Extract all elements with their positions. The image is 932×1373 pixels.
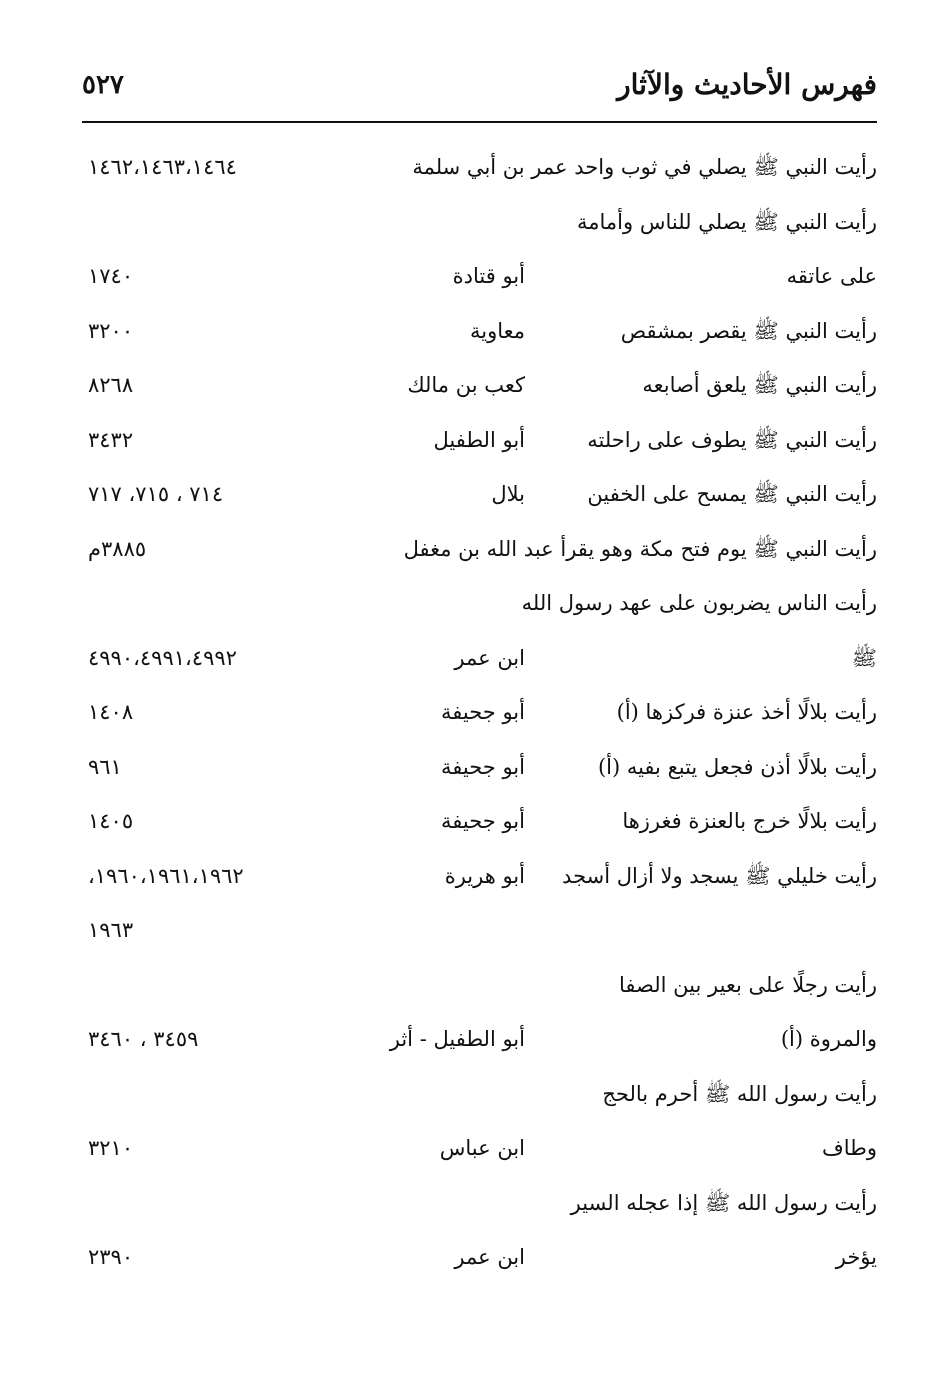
reference-numbers: ١٤٠٥ xyxy=(88,809,134,833)
hadith-text: رأيت النبي ﷺ يصلي للناس وأمامة xyxy=(577,209,877,234)
index-row xyxy=(82,413,877,468)
reference-numbers: ٣٢٠٠ xyxy=(88,318,134,343)
index-row xyxy=(82,903,877,958)
page-number: ٥٢٧ xyxy=(82,70,124,100)
reference-numbers: ١٤٦٢،١٤٦٣،١٤٦٤ xyxy=(88,155,237,179)
index-row xyxy=(82,467,877,522)
narrator: بلال xyxy=(491,482,525,506)
index-row xyxy=(82,1121,877,1176)
hadith-text: رأيت بلالًا أخذ عنزة فركزها (أ) xyxy=(616,700,877,724)
reference-numbers: ١٤٠٨ xyxy=(88,700,134,724)
index-row xyxy=(82,358,877,413)
reference-numbers: ٣٤٥٩ ، ٣٤٦٠ xyxy=(88,1027,199,1051)
page-title: فهرس الأحاديث والآثار xyxy=(617,68,877,101)
index-row xyxy=(82,1230,877,1285)
reference-numbers: ٩٦١ xyxy=(88,754,122,779)
hadith-text: رأيت بلالًا خرج بالعنزة فغرزها xyxy=(622,809,877,833)
index-row xyxy=(82,958,877,1013)
index-row xyxy=(82,195,877,250)
index-row xyxy=(82,685,877,740)
index-entries xyxy=(82,140,877,1285)
hadith-text: رأيت رجلًا على بعير بين الصفا xyxy=(619,972,877,997)
narrator: أبو هريرة xyxy=(444,863,525,888)
narrator: أبو جحيفة xyxy=(441,700,525,724)
reference-numbers: ٧١٤ ، ٧١٥، ٧١٧ xyxy=(88,482,224,506)
hadith-text: رأيت خليلي ﷺ يسجد ولا أزال أسجد xyxy=(562,863,877,888)
narrator: أبو قتادة xyxy=(452,264,525,288)
index-row xyxy=(82,522,877,577)
reference-numbers: ٨٢٦٨ xyxy=(88,373,134,397)
index-row xyxy=(82,740,877,795)
narrator: ابن عباس xyxy=(439,1136,525,1160)
reference-numbers: ١٩٦٠،١٩٦١،١٩٦٢، xyxy=(88,863,244,888)
index-row xyxy=(82,631,877,686)
narrator: أبو الطفيل xyxy=(433,427,525,452)
reference-numbers: ١٩٦٣ xyxy=(88,918,134,942)
hadith-text: يؤخر xyxy=(835,1245,877,1269)
index-row xyxy=(82,304,877,359)
hadith-text: رأيت الناس يضربون على عهد رسول الله xyxy=(521,591,877,615)
narrator: كعب بن مالك xyxy=(407,373,525,397)
hadith-text: رأيت النبي ﷺ يوم فتح مكة وهو يقرأ عبد الله بن مغفل xyxy=(403,536,877,561)
index-row xyxy=(82,576,877,631)
narrator: معاوية xyxy=(469,318,525,343)
index-row xyxy=(82,849,877,904)
reference-numbers: ٣٤٣٢ xyxy=(88,427,134,452)
hadith-text: رأيت النبي ﷺ يمسح على الخفين xyxy=(587,482,877,506)
hadith-text: وطاف xyxy=(821,1136,877,1160)
index-row xyxy=(82,1012,877,1067)
hadith-text: رأيت النبي ﷺ يطوف على راحلته xyxy=(587,427,877,452)
narrator: أبو الطفيل - أثر xyxy=(389,1027,525,1051)
reference-numbers: ١٧٤٠ xyxy=(88,264,134,288)
hadith-text: على عاتقه xyxy=(786,264,877,288)
reference-numbers: ٣٨٨٥م xyxy=(88,536,147,561)
hadith-text: والمروة (أ) xyxy=(780,1027,877,1051)
header-divider xyxy=(82,121,877,123)
hadith-text: رأيت النبي ﷺ يلعق أصابعه xyxy=(642,373,877,397)
index-row xyxy=(82,1067,877,1122)
hadith-text: رأيت بلالًا أذن فجعل يتبع بفيه (أ) xyxy=(597,754,877,779)
narrator: أبو جحيفة xyxy=(441,809,525,833)
index-row xyxy=(82,794,877,849)
hadith-text: رأيت النبي ﷺ يصلي في ثوب واحد عمر بن أبي سلمة xyxy=(412,155,877,179)
narrator: أبو جحيفة xyxy=(441,754,525,779)
reference-numbers: ٤٩٩٠،٤٩٩١،٤٩٩٢ xyxy=(88,645,237,670)
narrator: ابن عمر xyxy=(454,645,525,670)
reference-numbers: ٣٢١٠ xyxy=(88,1136,134,1160)
index-row xyxy=(82,249,877,304)
narrator: ابن عمر xyxy=(454,1245,525,1269)
index-row xyxy=(82,1176,877,1231)
index-row xyxy=(82,140,877,195)
hadith-text: رأيت النبي ﷺ يقصر بمشقص xyxy=(620,318,877,343)
page-header xyxy=(82,60,877,116)
hadith-text: ﷺ xyxy=(851,645,877,670)
hadith-text: رأيت رسول الله ﷺ أحرم بالحج xyxy=(602,1081,877,1106)
reference-numbers: ٢٣٩٠ xyxy=(88,1245,134,1269)
hadith-text: رأيت رسول الله ﷺ إذا عجله السير xyxy=(570,1190,877,1215)
